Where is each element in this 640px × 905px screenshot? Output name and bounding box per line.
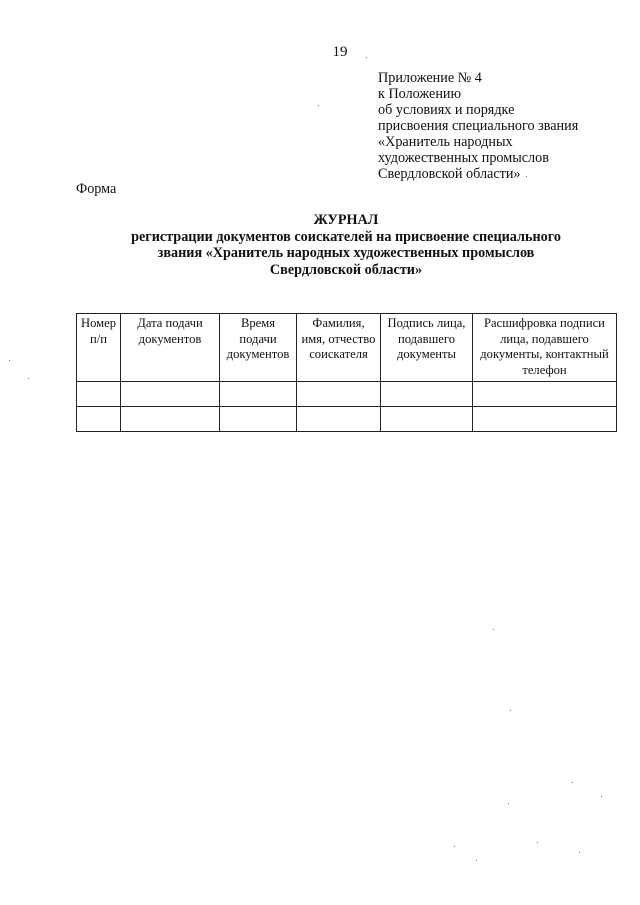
header-line: Номер [80, 316, 116, 330]
scan-speck [601, 796, 602, 797]
title-heading: ЖУРНАЛ [313, 212, 379, 228]
scan-speck [537, 842, 538, 843]
table-cell [473, 407, 617, 432]
scan-speck [366, 57, 367, 58]
appendix-line: «Хранитель народных [378, 134, 513, 150]
header-signature [381, 314, 473, 382]
document-title [76, 212, 616, 278]
scan-speck [318, 105, 319, 106]
journal-table [76, 313, 617, 432]
table-cell [220, 407, 297, 432]
header-line: имя, отчество [301, 331, 376, 346]
appendix-line: присвоения специального звания [378, 118, 579, 134]
header-line: телефон [522, 362, 567, 377]
table-cell [381, 382, 473, 407]
form-label: Форма [76, 181, 117, 197]
scan-speck [493, 629, 494, 630]
page-number: 19 [332, 44, 348, 60]
appendix-line: об условиях и порядке [378, 102, 515, 118]
appendix-line: Приложение № 4 [378, 70, 482, 86]
table-cell [121, 382, 220, 407]
table-row [77, 407, 617, 432]
header-line: документов [226, 347, 290, 361]
header-line: Дата подачи [137, 316, 203, 330]
header-number [77, 314, 121, 382]
scan-speck [9, 360, 10, 361]
scan-speck [476, 860, 477, 861]
scan-speck [526, 176, 527, 177]
header-submission-time [220, 314, 297, 382]
table-cell [77, 382, 121, 407]
table-header-row [77, 314, 617, 382]
title-line: Свердловской области» [269, 261, 423, 278]
header-line: Фамилия, [312, 316, 365, 330]
table-cell [121, 407, 220, 432]
appendix-note [378, 70, 578, 182]
header-applicant-name [297, 314, 381, 382]
header-line: документы [396, 347, 457, 361]
table-cell [473, 382, 617, 407]
appendix-line: Свердловской области» [378, 166, 521, 182]
header-signature-transcript [473, 314, 617, 382]
appendix-line: художественных промыслов [378, 150, 549, 166]
appendix-line: к Положению [378, 86, 462, 102]
scan-speck [454, 846, 455, 847]
header-line: подачи [239, 331, 277, 346]
table-cell [77, 407, 121, 432]
title-line: звания «Хранитель народных художественных промыслов [157, 245, 535, 261]
title-line: регистрации документов соискателей на присвоение специального [131, 228, 561, 245]
scan-speck [508, 803, 509, 804]
table-cell [297, 382, 381, 407]
table-cell [297, 407, 381, 432]
header-line: документов [138, 331, 202, 346]
header-line: Расшифровка подписи [484, 316, 605, 330]
header-line: Время [240, 316, 276, 330]
header-line: соискателя [309, 347, 368, 361]
scan-speck [28, 378, 29, 379]
table-cell [220, 382, 297, 407]
header-line: документы, контактный [480, 347, 609, 361]
header-line: п/п [90, 331, 107, 346]
header-line: Подпись лица, [387, 316, 466, 330]
header-submission-date [121, 314, 220, 382]
scan-speck [579, 852, 580, 853]
scan-speck [510, 710, 511, 711]
table-row [77, 382, 617, 407]
header-line: подавшего [397, 331, 456, 346]
table-cell [381, 407, 473, 432]
header-line: лица, подавшего [500, 331, 589, 346]
scan-speck [572, 782, 573, 783]
